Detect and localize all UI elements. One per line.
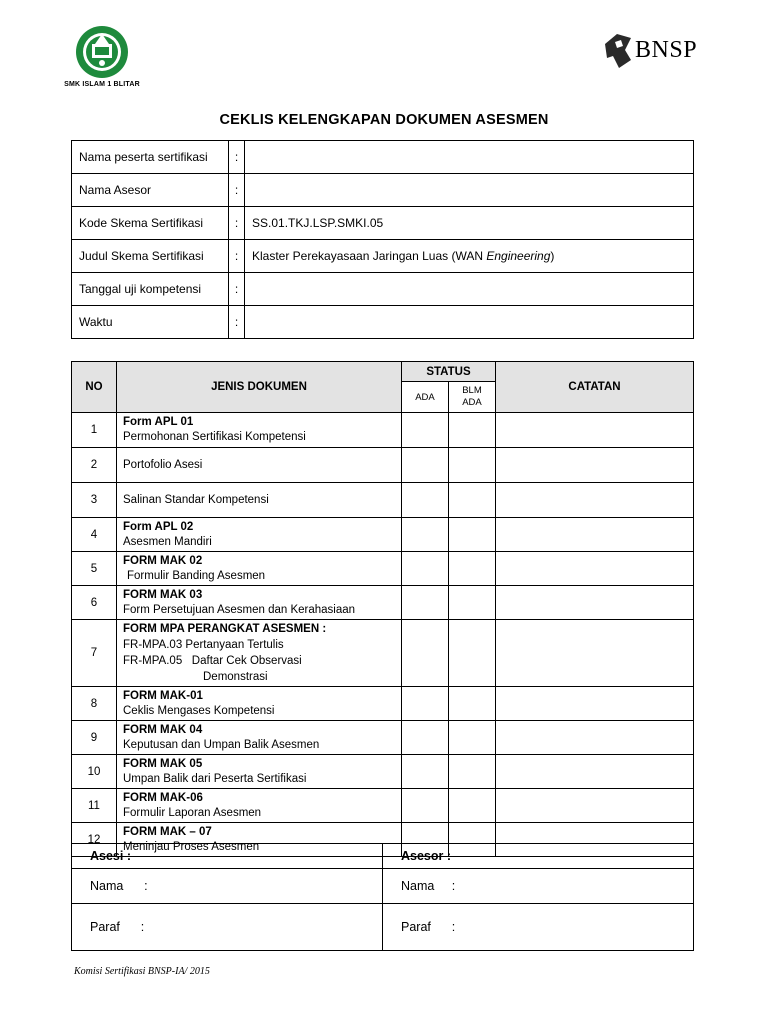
document-name bbox=[117, 586, 402, 620]
status-ada-cell[interactable] bbox=[402, 586, 449, 620]
catatan-cell[interactable] bbox=[496, 586, 694, 620]
status-blm-ada-cell[interactable] bbox=[449, 755, 496, 789]
info-label: Waktu bbox=[72, 306, 229, 339]
status-ada-cell[interactable] bbox=[402, 620, 449, 687]
info-label: Tanggal uji kompetensi bbox=[72, 273, 229, 306]
info-label: Kode Skema Sertifikasi bbox=[72, 207, 229, 240]
status-ada-cell[interactable] bbox=[402, 755, 449, 789]
catatan-cell[interactable] bbox=[496, 721, 694, 755]
document-line: FR-MPA.05 Daftar Cek Observasi bbox=[123, 655, 302, 667]
header-blm-ada bbox=[449, 382, 496, 413]
status-blm-ada-cell[interactable] bbox=[449, 413, 496, 448]
info-value-field[interactable] bbox=[245, 174, 694, 207]
asesi-name-field[interactable]: Nama : bbox=[72, 869, 383, 904]
table-row bbox=[72, 755, 694, 789]
row-number: 11 bbox=[72, 789, 117, 823]
table-row bbox=[72, 448, 694, 483]
asesor-name-field[interactable]: Nama : bbox=[383, 869, 694, 904]
document-name bbox=[117, 755, 402, 789]
document-name bbox=[117, 789, 402, 823]
document-title-line: Form APL 01 bbox=[123, 416, 194, 428]
row-number: 4 bbox=[72, 518, 117, 552]
row-number: 9 bbox=[72, 721, 117, 755]
document-line: Demonstrasi bbox=[203, 671, 268, 683]
document-subtitle: Permohonan Sertifikasi Kompetensi bbox=[123, 431, 306, 443]
catatan-cell[interactable] bbox=[496, 552, 694, 586]
signature-table bbox=[71, 843, 694, 951]
row-number: 8 bbox=[72, 687, 117, 721]
scheme-title-suffix: ) bbox=[550, 249, 555, 263]
header-ada: ADA bbox=[402, 382, 449, 413]
row-number: 6 bbox=[72, 586, 117, 620]
header-jenis-dokumen: JENIS DOKUMEN bbox=[117, 362, 402, 413]
header-blm-line1: BLM bbox=[462, 385, 482, 396]
document-subtitle: Ceklis Mengases Kompetensi bbox=[123, 704, 275, 717]
row-number: 10 bbox=[72, 755, 117, 789]
document-subtitle: Form Persetujuan Asesmen dan Kerahasiaan bbox=[123, 603, 356, 616]
footer-note: Komisi Sertifikasi BNSP-IA/ 2015 bbox=[74, 966, 210, 977]
participant-info-table bbox=[71, 140, 694, 339]
status-ada-cell[interactable] bbox=[402, 413, 449, 448]
catatan-cell[interactable] bbox=[496, 518, 694, 552]
info-row bbox=[72, 141, 694, 174]
info-colon: : bbox=[229, 240, 245, 273]
document-title-line: FORM MPA PERANGKAT ASESMEN : bbox=[123, 623, 327, 635]
row-number: 12 bbox=[72, 823, 117, 857]
row-number: 3 bbox=[72, 483, 117, 518]
table-row bbox=[72, 518, 694, 552]
info-colon: : bbox=[229, 273, 245, 306]
status-blm-ada-cell[interactable] bbox=[449, 448, 496, 483]
document-checklist-table bbox=[71, 361, 694, 857]
document-name: Salinan Standar Kompetensi bbox=[117, 483, 402, 518]
status-blm-ada-cell[interactable] bbox=[449, 518, 496, 552]
status-ada-cell[interactable] bbox=[402, 721, 449, 755]
status-ada-cell[interactable] bbox=[402, 448, 449, 483]
document-title-line: FORM MAK 02 bbox=[123, 554, 203, 567]
table-row bbox=[72, 552, 694, 586]
status-ada-cell[interactable] bbox=[402, 483, 449, 518]
document-title: CEKLIS KELENGKAPAN DOKUMEN ASESMEN bbox=[219, 112, 549, 128]
header-catatan: CATATAN bbox=[496, 362, 694, 413]
status-blm-ada-cell[interactable] bbox=[449, 586, 496, 620]
document-name bbox=[117, 687, 402, 721]
row-number: 1 bbox=[72, 413, 117, 448]
document-title-line: FORM MAK – 07 bbox=[123, 825, 212, 838]
table-row bbox=[72, 413, 694, 448]
document-title-line: FORM MAK 04 bbox=[123, 723, 203, 736]
info-row bbox=[72, 240, 694, 273]
table-row bbox=[72, 721, 694, 755]
info-label: Judul Skema Sertifikasi bbox=[72, 240, 229, 273]
table-row bbox=[72, 620, 694, 687]
info-row bbox=[72, 306, 694, 339]
document-title-line: Form APL 02 bbox=[123, 520, 194, 533]
catatan-cell[interactable] bbox=[496, 687, 694, 721]
document-title-line: FORM MAK-06 bbox=[123, 791, 203, 804]
row-number: 5 bbox=[72, 552, 117, 586]
info-label: Nama Asesor bbox=[72, 174, 229, 207]
bnsp-logo bbox=[603, 28, 697, 72]
table-row bbox=[72, 789, 694, 823]
lsp-logo bbox=[62, 24, 142, 96]
status-ada-cell[interactable] bbox=[402, 789, 449, 823]
document-name: Portofolio Asesi bbox=[117, 448, 402, 483]
status-ada-cell[interactable] bbox=[402, 518, 449, 552]
asesi-label: Asesi : bbox=[72, 844, 383, 869]
status-blm-ada-cell[interactable] bbox=[449, 552, 496, 586]
info-colon: : bbox=[229, 174, 245, 207]
document-name bbox=[117, 552, 402, 586]
info-value-field[interactable] bbox=[245, 306, 694, 339]
header-no: NO bbox=[72, 362, 117, 413]
document-title-line: FORM MAK 05 bbox=[123, 757, 203, 770]
catatan-cell[interactable] bbox=[496, 620, 694, 687]
table-row bbox=[72, 687, 694, 721]
info-row bbox=[72, 174, 694, 207]
info-label: Nama peserta sertifikasi bbox=[72, 141, 229, 174]
table-row bbox=[72, 586, 694, 620]
asesi-paraf-field[interactable]: Paraf : bbox=[72, 904, 383, 951]
document-subtitle: Meninjau Proses Asesmen bbox=[123, 840, 260, 853]
info-colon: : bbox=[229, 141, 245, 174]
document-subtitle: Asesmen Mandiri bbox=[123, 535, 212, 548]
info-colon: : bbox=[229, 306, 245, 339]
info-row bbox=[72, 273, 694, 306]
status-blm-ada-cell[interactable] bbox=[449, 687, 496, 721]
status-blm-ada-cell[interactable] bbox=[449, 483, 496, 518]
scheme-title-italic: Engineering bbox=[486, 249, 551, 263]
header-status: STATUS bbox=[402, 362, 496, 382]
header-blm-line2: ADA bbox=[462, 397, 482, 408]
document-name bbox=[117, 721, 402, 755]
status-blm-ada-cell[interactable] bbox=[449, 721, 496, 755]
document-name bbox=[117, 518, 402, 552]
bnsp-emblem-icon bbox=[603, 30, 633, 70]
catatan-cell[interactable] bbox=[496, 483, 694, 518]
document-name bbox=[117, 413, 402, 448]
document-title-line: FORM MAK-01 bbox=[123, 689, 203, 702]
info-value-field[interactable] bbox=[245, 240, 694, 273]
status-ada-cell[interactable] bbox=[402, 552, 449, 586]
bnsp-wordmark: BNSP bbox=[635, 36, 698, 63]
info-value-field[interactable] bbox=[245, 141, 694, 174]
table-row bbox=[72, 483, 694, 518]
status-ada-cell[interactable] bbox=[402, 687, 449, 721]
document-subtitle: Umpan Balik dari Peserta Sertifikasi bbox=[123, 772, 307, 785]
catatan-cell[interactable] bbox=[496, 448, 694, 483]
status-blm-ada-cell[interactable] bbox=[449, 789, 496, 823]
info-colon: : bbox=[229, 207, 245, 240]
row-number: 7 bbox=[72, 620, 117, 687]
document-line: FR-MPA.03 Pertanyaan Tertulis bbox=[123, 639, 284, 651]
info-value-field[interactable]: SS.01.TKJ.LSP.SMKI.05 bbox=[245, 207, 694, 240]
scheme-title-prefix: Klaster Perekayasaan Jaringan Luas (WAN bbox=[252, 249, 487, 263]
document-subtitle: Formulir Laporan Asesmen bbox=[123, 806, 262, 819]
catatan-cell[interactable] bbox=[496, 755, 694, 789]
lsp-logo-caption: SMK ISLAM 1 BLITAR bbox=[64, 81, 140, 88]
document-title-line: FORM MAK 03 bbox=[123, 588, 203, 601]
info-value-field[interactable] bbox=[245, 273, 694, 306]
lsp-seal-icon bbox=[71, 24, 133, 80]
status-blm-ada-cell[interactable] bbox=[449, 620, 496, 687]
document-subtitle: Formulir Banding Asesmen bbox=[127, 569, 266, 582]
document-name bbox=[117, 620, 402, 687]
catatan-cell[interactable] bbox=[496, 413, 694, 448]
info-row bbox=[72, 207, 694, 240]
asesor-label: Asesor : bbox=[383, 844, 694, 869]
row-number: 2 bbox=[72, 448, 117, 483]
catatan-cell[interactable] bbox=[496, 789, 694, 823]
asesor-paraf-field[interactable]: Paraf : bbox=[383, 904, 694, 951]
document-subtitle: Keputusan dan Umpan Balik Asesmen bbox=[123, 738, 320, 751]
